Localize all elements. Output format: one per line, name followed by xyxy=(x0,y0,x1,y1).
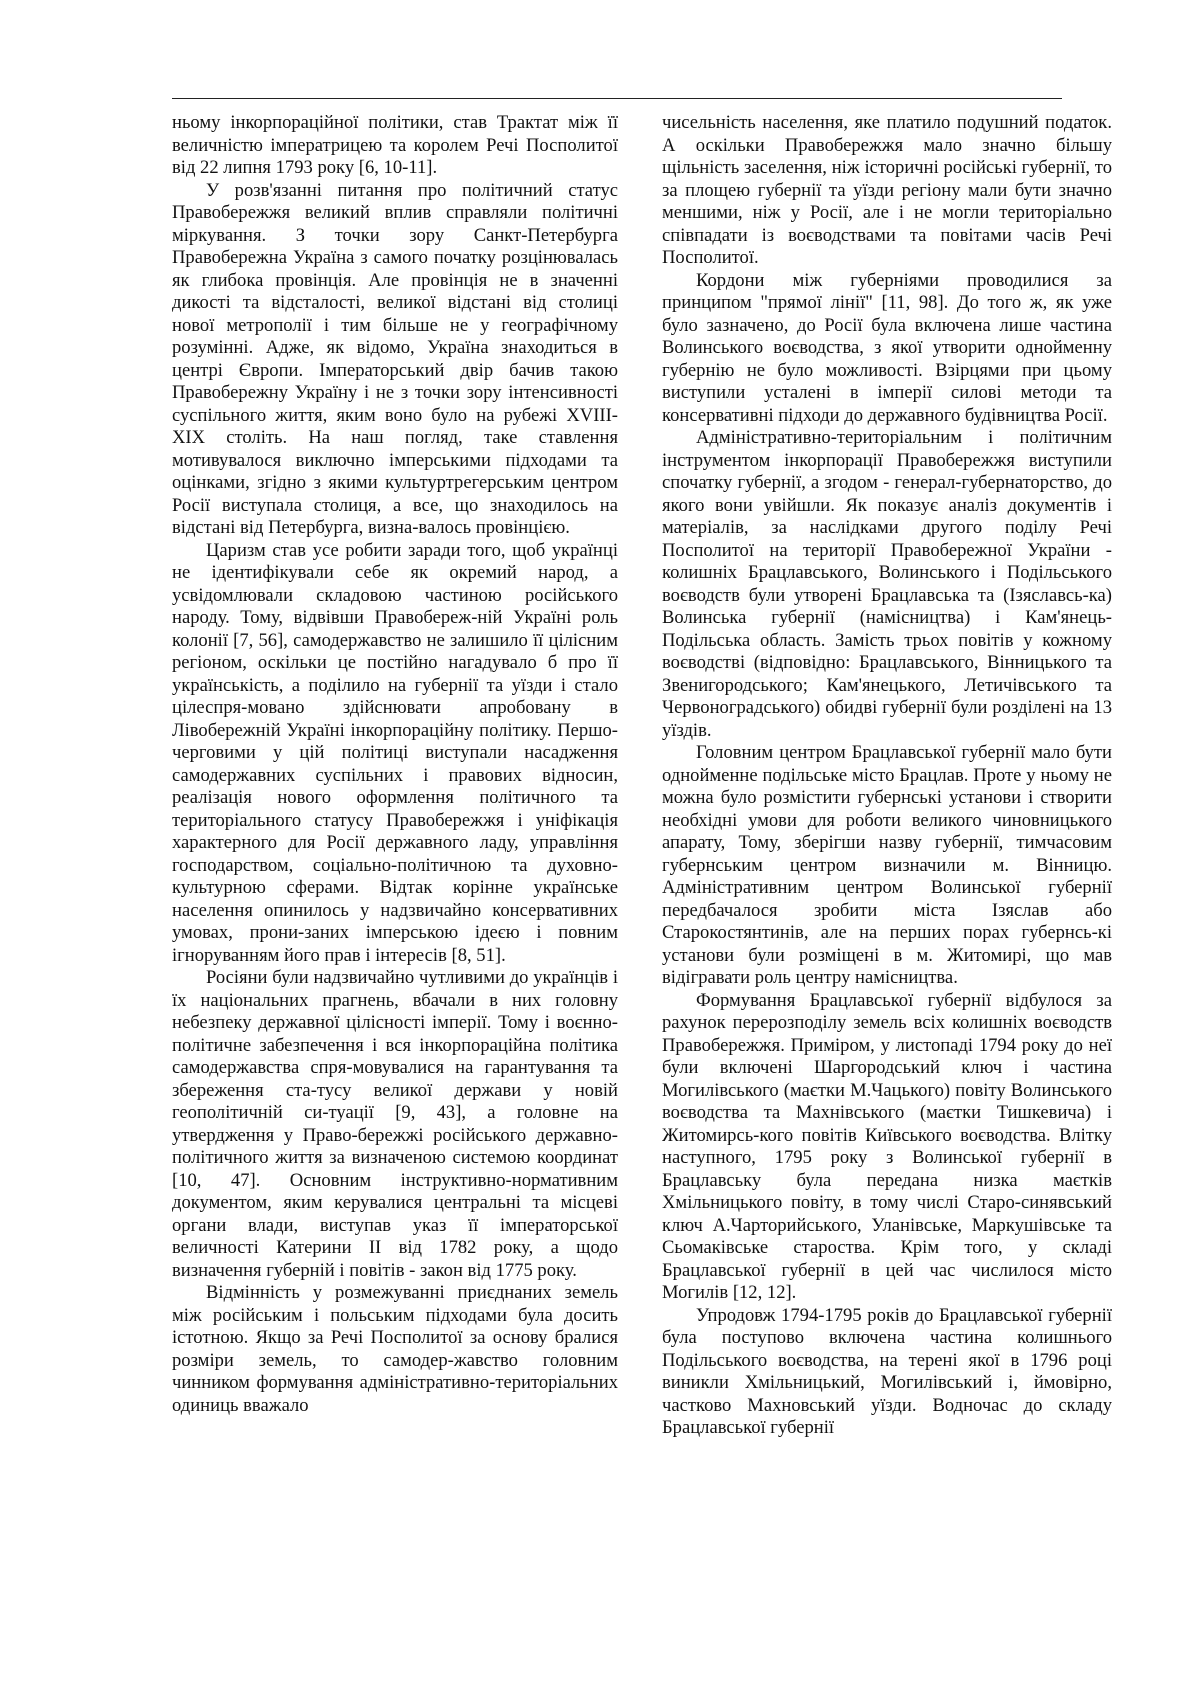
paragraph: Відмінність у розмежуванні приєднаних земель між російським і польським підходами була досить істотною. Якщо за Речі Посполитої за основу бралися розміри земель, то самодер-жавство головним чинником формування адміністративно-територіальних одиниць вважало xyxy=(172,1282,618,1416)
paragraph: ньому інкорпораційної політики, став Трактат між її величністю імператрицею та королем Речі Посполитої від 22 липня 1793 року [6, 10-11]. xyxy=(172,112,618,178)
paragraph: Упродовж 1794-1795 років до Брацлавської губернії була поступово включена частина колишнього Подільського воєводства, на терені якої в 1796 році виникли Хмільницький, Могилівський і, ймовірно, частково Махновський уїзди. Водночас до складу Брацлавської губернії xyxy=(662,1304,1112,1438)
paragraph: Адміністративно-територіальним і політичним інструментом інкорпорації Правобережжя виступили спочатку губернії, а згодом - генерал-губернаторство, до якого вони увійшли. Як показує аналіз документів і матеріалів, за наслідками другого поділу Речі Посполитої на території Правобережної України - колишніх Брацлавського, Волинського і Подільського воєводств були утворені Брацлавська та (Ізяславсь-ка) Волинська губернії (намісництва) і Кам'янець-Подільська область. Замість трьох повітів у кожному воєводстві (відповідно: Брацлавського, Вінницького та Звенигородського; Кам'янецького, Летичівського та Червоноградського) обидві губернії були розділені на 13 уїздів. xyxy=(662,427,1112,741)
paragraph: чисельність населення, яке платило подушний податок. А оскільки Правобережжя мало значно більшу щільність заселення, ніж історичні російські губернії, то за площею губернії та уїзди регіону мали бути значно меншими, ніж у Росії, але і не могли територіально співпадати із воєводствами та повітами часів Речі Посполитої. xyxy=(662,112,1112,268)
header-rule xyxy=(172,98,1062,99)
paragraph: Кордони між губерніями проводилися за принципом "прямої лінії" [11, 98]. До того ж, як уже було зазначено, до Росії була включена лише частина Волинського воєводства, з якої утворити однойменну губернію не було можливості. Взірцями при цьому виступили усталені в імперії силові методи та консервативні підходи до державного будівництва Росії. xyxy=(662,269,1112,426)
right-text-column xyxy=(662,112,1112,1440)
paragraph: Росіяни були надзвичайно чутливими до українців і їх національних прагнень, вбачали в них головну небезпеку державної цілісності імперії. Тому і воєнно-політичне забезпечення і вся інкорпораційна політика самодержавства спря-мовувалися на гарантування та збереження ста-тусу великої держави у новій геополітичній си-туації [9, 43], а головне на утвердження у Право-бережжі російського державно-політичного життя за визначеною системою координат [10, 47]. Основним інструктивно-нормативним документом, яким керувалися центральні та місцеві органи влади, виступав указ її імператорської величності Катерини II від 1782 року, а щодо визначення губерній і повітів - закон від 1775 року. xyxy=(172,967,618,1281)
paragraph: Формування Брацлавської губернії відбулося за рахунок перерозподілу земель всіх колишніх воєводств Правобережжя. Приміром, у листопаді 1794 року до неї були включені Шаргородський ключ і частина Могилівського (маєтки М.Чацького) повіту Волинського воєводства та Махнівського (маєтки Тишкевича) і Житомирсь-кого повітів Київського воєводства. Влітку наступного, 1795 року з Волинської губернії в Брацлавську була передана низка маєтків Хмільницького повіту, в тому числі Старо-синявський ключ А.Чарторийського, Уланівське, Маркушівське та Сьомаківське староства. Крім того, у складі Брацлавської губернії в цей час числилося місто Могилів [12, 12]. xyxy=(662,989,1112,1303)
paragraph: Царизм став усе робити заради того, щоб українці не ідентифікували себе як окремий народ, а усвідомлювали складовою частиною російського народу. Тому, відвівши Правобереж-ній Україні роль колонії [7, 56], самодержавство не залишило її цілісним регіоном, оскільки це постійно нагадувало б про її українськість, а поділило на губернії та уїзди і стало цілеспря-мовано здійснювати апробовану в Лівобережній Україні інкорпораційну політику. Першо-черговими у цій політиці виступали насадження самодержавних суспільних і правових відносин, реалізація нового оформлення політичного та територіального статусу Правобережжя і уніфікація характерного для Росії державного ладу, управління господарством, соціально-політичною та духовно-культурною сферами. Відтак корінне українське населення опинилось у надзвичайно консервативних умовах, прони-заних імперською ідеєю і повним ігноруванням його прав і інтересів [8, 51]. xyxy=(172,539,618,966)
paragraph: Головним центром Брацлавської губернії мало бути однойменне подільське місто Брацлав. Проте у ньому не можна було розмістити губернські установи і створити необхідні умови для роботи великого чиновницького апарату, Тому, зберігши назву губернії, тимчасовим губернським центром визначили м. Вінницю. Адміністративним центром Волинської губернії передбачалося зробити міста Ізяслав або Старокостянтинів, але на перших порах губернсь-кі установи були розміщені в м. Житомирі, що мав відігравати роль центру намісництва. xyxy=(662,742,1112,988)
paragraph: У розв'язанні питання про політичний статус Правобережжя великий вплив справляли політичні міркування. З точки зору Санкт-Петербурга Правобережна Україна з самого початку розцінювалась як глибока провінція. Але провінція не в значенні дикості та відсталості, великої відстані від столиці нової метрополії і тим більше не у географічному розумінні. Адже, як відомо, Україна знаходиться в центрі Європи. Імператорський двір бачив такою Правобережну Україну і не з точки зору інтенсивності суспільного життя, яким воно було на рубежі XVIII-XIX століть. На наш погляд, таке ставлення мотивувалося виключно імперськими підходами та оцінками, згідно з якими культуртрегерським центром Росії виступала столиця, а все, що знаходилось на відстані від Петербурга, визна-валось провінцією. xyxy=(172,179,618,538)
left-text-column xyxy=(172,112,618,1417)
